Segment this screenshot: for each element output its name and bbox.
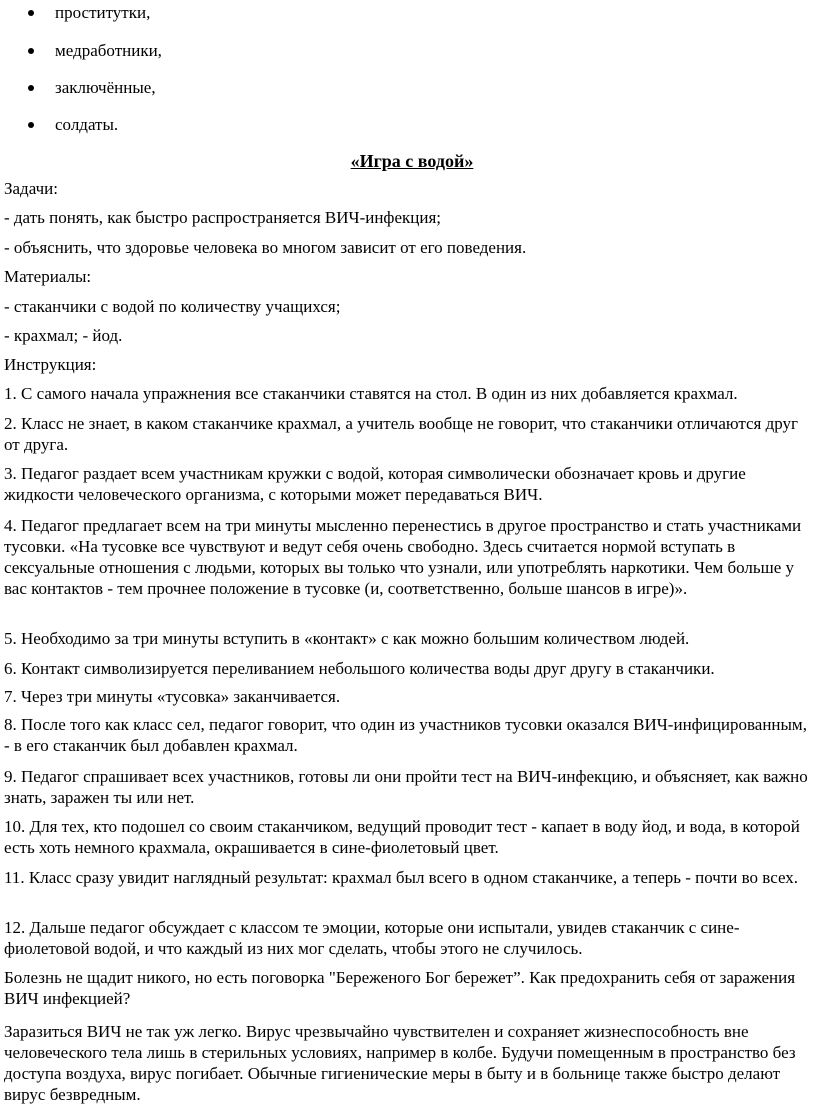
instruction-step: 1. С самого начала упражнения все стаканчики ставятся на стол. В один из них добавляется крахмал. xyxy=(4,384,738,403)
material-item: - крахмал; - йод. xyxy=(4,326,123,345)
instruction-step: 6. Контакт символизируется переливанием небольшого количества воды друг другу в стаканчики. xyxy=(4,659,715,678)
instruction-step: 11. Класс сразу увидит наглядный результат: крахмал был всего в одном стаканчике, а теперь - почти во всех. xyxy=(4,868,799,887)
bullet-text: солдаты. xyxy=(55,115,119,134)
material-item: - стаканчики с водой по количеству учащихся; xyxy=(4,297,341,316)
instruction-step: 7. Через три минуты «тусовка» заканчивается. xyxy=(4,687,341,706)
instruction-step: 9. Педагог спрашивает всех участников, готовы ли они пройти тест на ВИЧ-инфекцию, и объясняет, как важно знать, заражен ты или нет. xyxy=(4,767,808,807)
closing-paragraph: Заразиться ВИЧ не так уж легко. Вирус чрезвычайно чувствителен и сохраняет жизнеспособность вне человеческого тела лишь в стерильных условиях, например в колбе. Будучи помещенным в пространство без доступа воздуха, вирус погибает. Обычные гигиенические меры в быту и в больнице также быстро делают вирус безвредным. xyxy=(4,1022,796,1104)
bullet-text: медработники, xyxy=(55,41,162,60)
instruction-heading: Инструкция: xyxy=(4,355,97,374)
question-paragraph: Болезнь не щадит никого, но есть поговорка "Береженого Бог бережет”. Как предохранить себя от заражения ВИЧ инфекцией? xyxy=(4,968,796,1008)
instruction-step: 12. Дальше педагог обсуждает с классом те эмоции, которые они испытали, увидев стаканчик с сине-фиолетовой водой, и что каждый из них мог сделать, чтобы этого не случилось. xyxy=(4,918,740,958)
instruction-step: 10. Для тех, кто подошел со своим стаканчиком, ведущий проводит тест - капает в воду йод, и вода, в которой есть хоть немного крахмала, окрашивается в сине-фиолетовый цвет. xyxy=(4,817,800,857)
instruction-step: 5. Необходимо за три минуты вступить в «контакт» с как можно большим количеством людей. xyxy=(4,629,690,648)
instruction-step: 2. Класс не знает, в каком стаканчике крахмал, а учитель вообще не говорит, что стаканчики отличаются друг от друга. xyxy=(4,414,799,454)
bullet-icon xyxy=(28,122,34,128)
task-item: - объяснить, что здоровье человека во многом зависит от его поведения. xyxy=(4,238,527,257)
instruction-step: 8. После того как класс сел, педагог говорит, что один из участников тусовки оказался ВИЧ-инфицированным, - в его стаканчик был добавлен крахмал. xyxy=(4,715,807,755)
bullet-icon xyxy=(28,10,34,16)
bullet-icon xyxy=(28,85,34,91)
bullet-text: проститутки, xyxy=(55,3,151,22)
bullet-icon xyxy=(28,48,34,54)
section-title-text: «Игра с водой» xyxy=(350,151,474,171)
tasks-heading: Задачи: xyxy=(4,179,58,198)
instruction-step: 3. Педагог раздает всем участникам кружки с водой, которая символически обозначает кровь и другие жидкости человеческого организма, с которыми может передаваться ВИЧ. xyxy=(4,464,746,504)
section-title xyxy=(0,150,816,172)
task-item: - дать понять, как быстро распространяется ВИЧ-инфекция; xyxy=(4,208,441,227)
instruction-step: 4. Педагог предлагает всем на три минуты мысленно перенестись в другое пространство и стать участниками тусовки. «На тусовке все чувствуют и ведут себя очень свободно. Здесь считается нормой вступать в сексуальные отношения с людьми, которых вы только что узнали, или употреблять наркотики. Чем больше у вас контактов - тем прочнее положение в тусовке (и, соответственно, больше шансов в игре)». xyxy=(4,516,802,598)
bullet-text: заключённые, xyxy=(55,78,156,97)
materials-heading: Материалы: xyxy=(4,267,92,286)
